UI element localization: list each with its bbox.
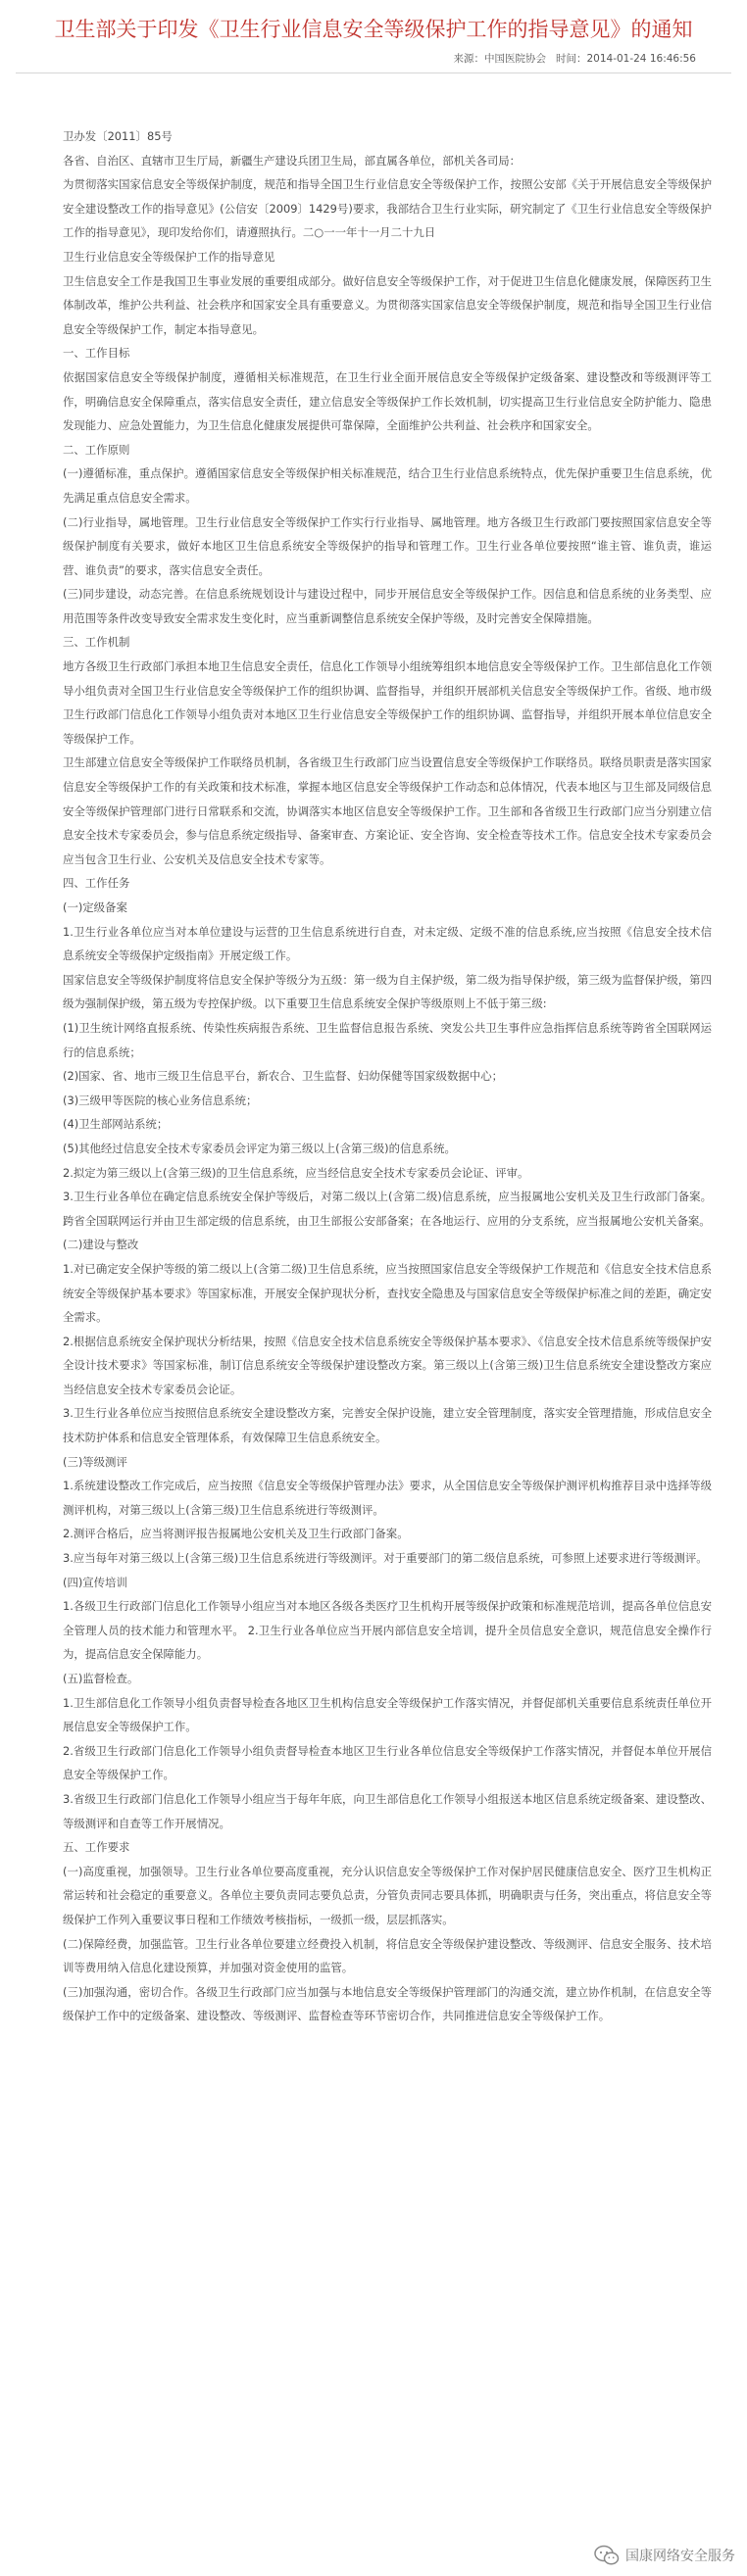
paragraph: 2.根据信息系统安全保护现状分析结果，按照《信息安全技术信息系统安全等级保护基本要求》、《信息安全技术信息系统等级保护安全设计技术要求》等国家标准，制订信息系统安全等级保护建设整改方案。第三级以上(含第三级)卫生信息系统安全建设整改方案应当经信息安全技术专家委员会论证。 xyxy=(63,1334,712,1396)
wechat-watermark xyxy=(594,2545,735,2566)
subsection-heading: (五)监督检查。 xyxy=(63,1672,139,1685)
subsection-heading: (四)宣传培训 xyxy=(63,1575,127,1589)
paragraph: 2.拟定为第三级以上(含第三级)的卫生信息系统，应当经信息安全技术专家委员会论证、评审。 xyxy=(63,1165,529,1180)
watermark-text: 国康网络安全服务 xyxy=(625,2549,735,2564)
paragraph: 依据国家信息安全等级保护制度，遵循相关标准规范，在卫生行业全面开展信息安全等级保护定级备案、建设整改和等级测评等工作，明确信息安全保障重点，落实信息安全责任，建立信息安全等级保护工作长效机制，切实提高卫生行业信息安全防护能力、隐患发现能力、应急处置能力，为卫生信息化健康发展提供可靠保障，全面维护公共利益、社会秩序和国家安全。 xyxy=(63,369,712,433)
wechat-icon xyxy=(594,2545,620,2566)
section-heading: 三、工作机制 xyxy=(63,635,130,650)
source-label: 来源： xyxy=(453,53,484,65)
list-item: (2)国家、省、地市三级卫生信息平台，新农合、卫生监督、妇幼保健等国家级数据中心； xyxy=(63,1069,503,1084)
guidance-intro: 卫生信息安全工作是我国卫生事业发展的重要组成部分。做好信息安全等级保护工作，对于促进卫生信息化健康发展，保障医药卫生体制改革，维护公共利益、社会秩序和国家安全具有重要意义。为贯彻落实国家信息安全等级保护制度，规范和指导全国卫生行业信息安全等级保护工作，制定本指导意见。 xyxy=(63,273,712,336)
section-heading: 一、工作目标 xyxy=(63,346,130,361)
subsection-heading: (三)等级测评 xyxy=(63,1454,127,1469)
paragraph: 3.应当每年对第三级以上(含第三级)卫生信息系统进行等级测评。对于重要部门的第二级信息系统，可参照上述要求进行等级测评。 xyxy=(63,1551,708,1566)
list-item: (1)卫生统计网络直报系统、传染性疾病报告系统、卫生监督信息报告系统、突发公共卫生事件应急指挥信息系统等跨省全国联网运行的信息系统； xyxy=(63,1020,712,1059)
paragraph: 地方各级卫生行政部门承担本地卫生信息安全责任，信息化工作领导小组统筹组织本地信息安全等级保护工作。卫生部信息化工作领导小组负责对全国卫生行业信息安全等级保护工作的组织协调、监督指导，并组织开展部机关信息安全等级保护工作。省级、地市级卫生行政部门信息化工作领导小组负责对本地区卫生行业信息安全等级保护工作的组织协调、监督指导，并组织开展本单位信息安全等级保护工作。 xyxy=(63,659,712,746)
paragraph: (二)行业指导，属地管理。卫生行业信息安全等级保护工作实行行业指导、属地管理。地方各级卫生行政部门要按照国家信息安全等级保护制度有关要求，做好本地区卫生信息系统安全等级保护的指导和管理工作。卫生行业各单位要按照“谁主管、谁负责，谁运营、谁负责”的要求，落实信息安全责任。 xyxy=(63,514,712,577)
paragraph: 3.卫生行业各单位应当按照信息系统安全建设整改方案，完善安全保护设施，建立安全管理制度，落实安全管理措施，形成信息安全技术防护体系和信息安全管理体系，有效保障卫生信息系统安全。 xyxy=(63,1406,712,1445)
paragraph: 卫生部建立信息安全等级保护工作联络员机制，各省级卫生行政部门应当设置信息安全等级保护工作联络员。联络员职责是落实国家信息安全等级保护工作的有关政策和技术标准，掌握本地区信息安全等级保护工作动态和总体情况，代表本地区与卫生部及同级信息安全等级保护管理部门进行日常联系和交流，协调落实本地区信息安全等级保护工作。卫生部和各省级卫生行政部门应当分别建立信息安全技术专家委员会，参与信息系统定级指导、备案审查、方案论证、安全咨询、安全检查等技术工作。信息安全技术专家委员会应当包含卫生行业、公安机关及信息安全技术专家等。 xyxy=(63,755,712,866)
paragraph: 1.系统建设整改工作完成后，应当按照《信息安全等级保护管理办法》要求，从全国信息安全等级保护测评机构推荐目录中选择等级测评机构，对第三级以上(含第三级)卫生信息系统进行等级测评。 xyxy=(63,1479,712,1517)
article-title: 卫生部关于印发《卫生行业信息安全等级保护工作的指导意见》的通知 xyxy=(54,18,693,41)
time-value: 2014-01-24 16:46:56 xyxy=(586,53,696,65)
paragraph: 国家信息安全等级保护制度将信息安全保护等级分为五级：第一级为自主保护级，第二级为指导保护级，第三级为监督保护级，第四级为强制保护级，第五级为专控保护级。以下重要卫生信息系统安全保护等级原则上不低于第三级: xyxy=(63,972,712,1011)
paragraph: 2.测评合格后，应当将测评报告报属地公安机关及卫生行政部门备案。 xyxy=(63,1527,409,1541)
source-name: 中国医院协会 xyxy=(483,53,546,65)
paragraph: (一)遵循标准，重点保护。遵循国家信息安全等级保护相关标准规范，结合卫生行业信息系统特点，优先保护重要卫生信息系统，优先满足重点信息安全需求。 xyxy=(63,466,712,505)
time-label: 时间： xyxy=(555,53,587,65)
paragraph: (一)高度重视，加强领导。卫生行业各单位要高度重视，充分认识信息安全等级保护工作对保护居民健康信息安全、医疗卫生机构正常运转和社会稳定的重要意义。各单位主要负责同志要负总责，分管负责同志要具体抓，明确职责与任务，突出重点，将信息安全等级保护工作列入重要议事日程和工作绩效考核指标，一级抓一级，层层抓落实。 xyxy=(63,1864,712,1926)
paragraph: 1.对已确定安全保护等级的第二级以上(含第二级)卫生信息系统，应当按照国家信息安全等级保护工作规范和《信息安全技术信息系统安全等级保护基本要求》等国家标准，开展安全保护现状分析，查找安全隐患及与国家信息安全等级保护标准之间的差距，确定安全需求。 xyxy=(63,1261,712,1325)
paragraph: 3.省级卫生行政部门信息化工作领导小组应当于每年年底，向卫生部信息化工作领导小组报送本地区信息系统定级备案、建设整改、等级测评和自查等工作开展情况。 xyxy=(63,1791,712,1830)
paragraph: 1.卫生行业各单位应当对本单位建设与运营的卫生信息系统进行自查，对未定级、定级不准的信息系统,应当按照《信息安全技术信息系统安全等级保护定级指南》开展定级工作。 xyxy=(63,924,712,963)
subsection-heading: (一)定级备案 xyxy=(63,900,127,914)
list-item: (4)卫生部网站系统； xyxy=(63,1117,169,1132)
recipients: 各省、自治区、直辖市卫生厅局，新疆生产建设兵团卫生局，部直属各单位，部机关各司局： xyxy=(63,153,522,168)
article-body xyxy=(16,124,731,2028)
subsection-heading: (二)建设与整改 xyxy=(63,1238,139,1252)
paragraph: 1.卫生部信息化工作领导小组负责督导检查各地区卫生机构信息安全等级保护工作落实情况，并督促部机关重要信息系统责任单位开展信息安全等级保护工作。 xyxy=(63,1695,712,1734)
doc-number: 卫办发〔2011〕85号 xyxy=(63,129,173,143)
paragraph: 1.各级卫生行政部门信息化工作领导小组应当对本地区各级各类医疗卫生机构开展等级保护政策和标准规范培训，提高各单位信息安全管理人员的技术能力和管理水平。 2.卫生行业各单位应当开展内部信息安全培训，提升全员信息安全意识，规范信息安全操作行为，提高信息安全保障能力。 xyxy=(63,1599,712,1662)
section-heading: 四、工作任务 xyxy=(63,876,130,891)
article-meta xyxy=(16,51,731,67)
paragraph: (二)保障经费，加强监管。卫生行业各单位要建立经费投入机制，将信息安全等级保护建设整改、等级测评、信息安全服务、技术培训等费用纳入信息化建设预算，并加强对资金使用的监管。 xyxy=(63,1936,712,1975)
paragraph: (三)加强沟通，密切合作。各级卫生行政部门应当加强与本地信息安全等级保护管理部门的沟通交流，建立协作机制，在信息安全等级保护工作中的定级备案、建设整改、等级测评、监督检查等环节密切合作，共同推进信息安全等级保护工作。 xyxy=(63,1984,712,2023)
section-heading: 二、工作原则 xyxy=(63,442,130,457)
section-heading: 五、工作要求 xyxy=(63,1840,130,1855)
paragraph: (三)同步建设，动态完善。在信息系统规划设计与建设过程中，同步开展信息安全等级保护工作。因信息和信息系统的业务类型、应用范围等条件改变导致安全需求发生变化时，应当重新调整信息系统安全保护等级，及时完善安全保障措施。 xyxy=(63,587,712,625)
paragraph: 3.卫生行业各单位在确定信息系统安全保护等级后，对第二级以上(含第二级)信息系统，应当报属地公安机关及卫生行政部门备案。跨省全国联网运行并由卫生部定级的信息系统，由卫生部报公安部备案；在各地运行、应用的分支系统，应当报属地公安机关备案。 xyxy=(63,1190,712,1228)
guidance-title: 卫生行业信息安全等级保护工作的指导意见 xyxy=(63,249,275,264)
list-item: (5)其他经过信息安全技术专家委员会评定为第三级以上(含第三级)的信息系统。 xyxy=(63,1141,456,1155)
intro-paragraph: 为贯彻落实国家信息安全等级保护制度，规范和指导全国卫生行业信息安全等级保护工作，按照公安部《关于开展信息安全等级保护安全建设整改工作的指导意见》(公信安〔2009〕1429号)要求，我部结合卫生行业实际，研究制定了《卫生行业信息安全等级保护工作的指导意见》，现印发给你们，请遵照执行。二○一一年十一月二十九日 xyxy=(63,177,712,240)
paragraph: 2.省级卫生行政部门信息化工作领导小组负责督导检查本地区卫生行业各单位信息安全等级保护工作落实情况，并督促本单位开展信息安全等级保护工作。 xyxy=(63,1743,712,1782)
list-item: (3)三级甲等医院的核心业务信息系统； xyxy=(63,1093,258,1107)
